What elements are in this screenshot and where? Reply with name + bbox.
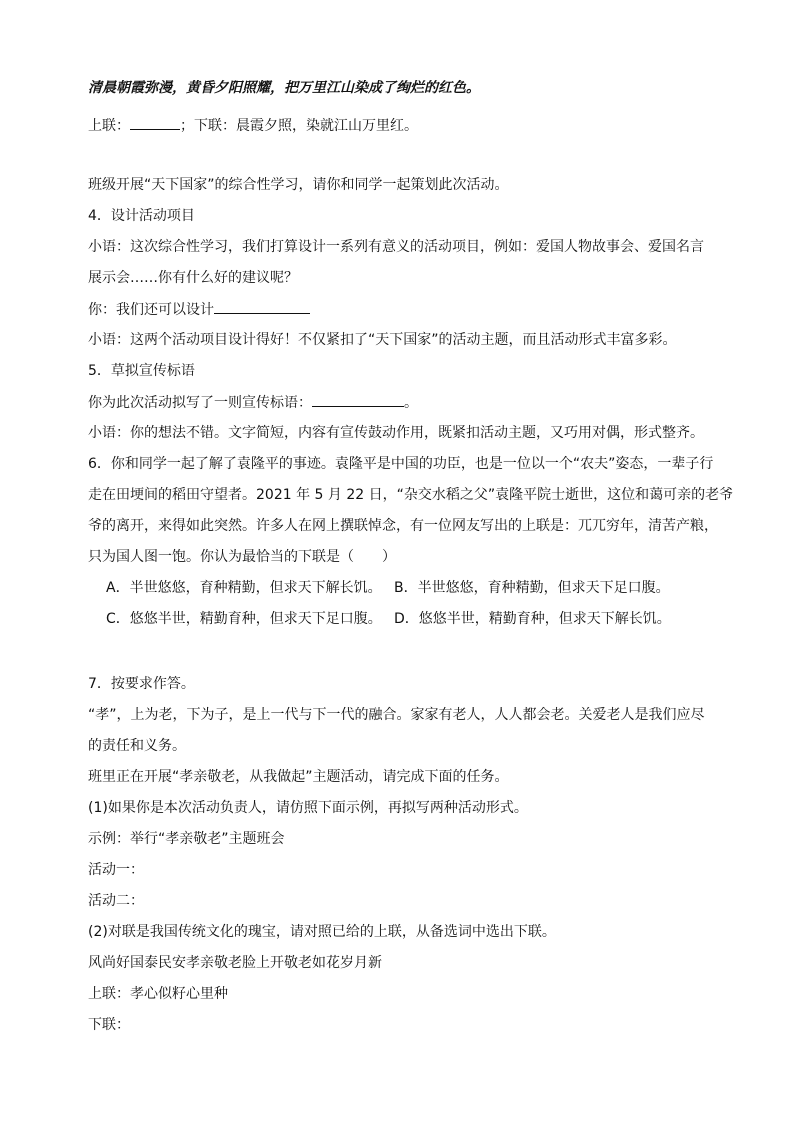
text-fragment: 你为此次活动拟写了一则宣传标语： — [88, 395, 312, 411]
option-c[interactable]: C．悠悠半世，精勤育种，但求天下足口腹。 — [106, 611, 382, 627]
text-line: 班里正在开展“孝亲敬老，从我做起”主题活动，请完成下面的任务。 — [88, 769, 509, 785]
text-line — [88, 392, 418, 413]
sub-question: (2)对联是我国传统文化的瑰宝，请对照已给的上联，从备选词中选出下联。 — [88, 924, 556, 940]
question-heading: 7．按要求作答。 — [88, 676, 195, 692]
text-fragment: 上联： — [88, 118, 130, 134]
question-heading: 4．设计活动项目 — [88, 208, 195, 224]
text-line — [88, 115, 418, 136]
options-row — [88, 609, 671, 629]
option-d[interactable]: D．悠悠半世，精勤育种，但求天下解长饥。 — [394, 611, 671, 627]
question-text: 走在田埂间的稻田守望者。2021 年 5 月 22 日，“杂交水稻之父”袁隆平院士逝世，这位和蔼可亲的老爷 — [88, 487, 734, 503]
text-line: 示例：举行“孝亲敬老”主题班会 — [88, 831, 285, 847]
answer-blank[interactable] — [130, 115, 180, 130]
text-fragment: ；下联：晨霞夕照，染就江山万里红。 — [180, 118, 418, 134]
option-a[interactable]: A．半世悠悠，育种精勤，但求天下解长饥。 — [106, 580, 382, 596]
text-line: 班级开展“天下国家”的综合性学习，请你和同学一起策划此次活动。 — [88, 177, 509, 193]
text-fragment: 。 — [404, 395, 418, 411]
sub-question: (1)如果你是本次活动负责人，请仿照下面示例，再拟写两种活动形式。 — [88, 800, 528, 816]
question-text: 只为国人图一饱。你认为最恰当的下联是（ ） — [88, 549, 396, 565]
text-line: 小语：这次综合性学习，我们打算设计一系列有意义的活动项目，例如：爱国人物故事会、爱国名言 — [88, 239, 704, 255]
text-line — [88, 299, 310, 320]
text-line: 的责任和义务。 — [88, 738, 186, 754]
question-text: 爷的离开，来得如此突然。许多人在网上撰联悼念，有一位网友写出的上联是：兀兀穷年，清苦产粮， — [88, 518, 718, 534]
answer-line[interactable]: 活动一： — [88, 862, 144, 878]
question-text: 6．你和同学一起了解了袁隆平的事迹。袁隆平是中国的功臣，也是一位以一个“农夫”姿态，一辈子行 — [88, 456, 714, 472]
answer-blank[interactable] — [312, 392, 404, 407]
text-line: 清晨朝霞弥漫，黄昏夕阳照耀，把万里江山染成了绚烂的红色。 — [88, 80, 480, 96]
text-line: 小语：你的想法不错。文字简短，内容有宣传鼓动作用，既紧扣活动主题，又巧用对偶，形式整齐。 — [88, 425, 704, 441]
option-b[interactable]: B．半世悠悠，育种精勤，但求天下足口腹。 — [394, 580, 670, 596]
text-line: “孝”，上为老，下为子，是上一代与下一代的融合。家家有老人，人人都会老。关爱老人是我们应尽 — [88, 707, 705, 723]
word-bank: 风尚好国泰民安孝亲敬老脸上开敬老如花岁月新 — [88, 955, 382, 971]
answer-line[interactable]: 下联： — [88, 1017, 130, 1033]
text-fragment: 你：我们还可以设计 — [88, 302, 214, 318]
question-heading: 5．草拟宣传标语 — [88, 363, 195, 379]
answer-line[interactable]: 活动二： — [88, 893, 144, 909]
text-line: 展示会……你有什么好的建议呢？ — [88, 270, 298, 286]
answer-blank[interactable] — [214, 299, 310, 314]
text-line: 上联：孝心似籽心里种 — [88, 986, 228, 1002]
text-line: 小语：这两个活动项目设计得好！不仅紧扣了“天下国家”的活动主题，而且活动形式丰富多彩。 — [88, 332, 677, 348]
options-row — [88, 578, 670, 598]
